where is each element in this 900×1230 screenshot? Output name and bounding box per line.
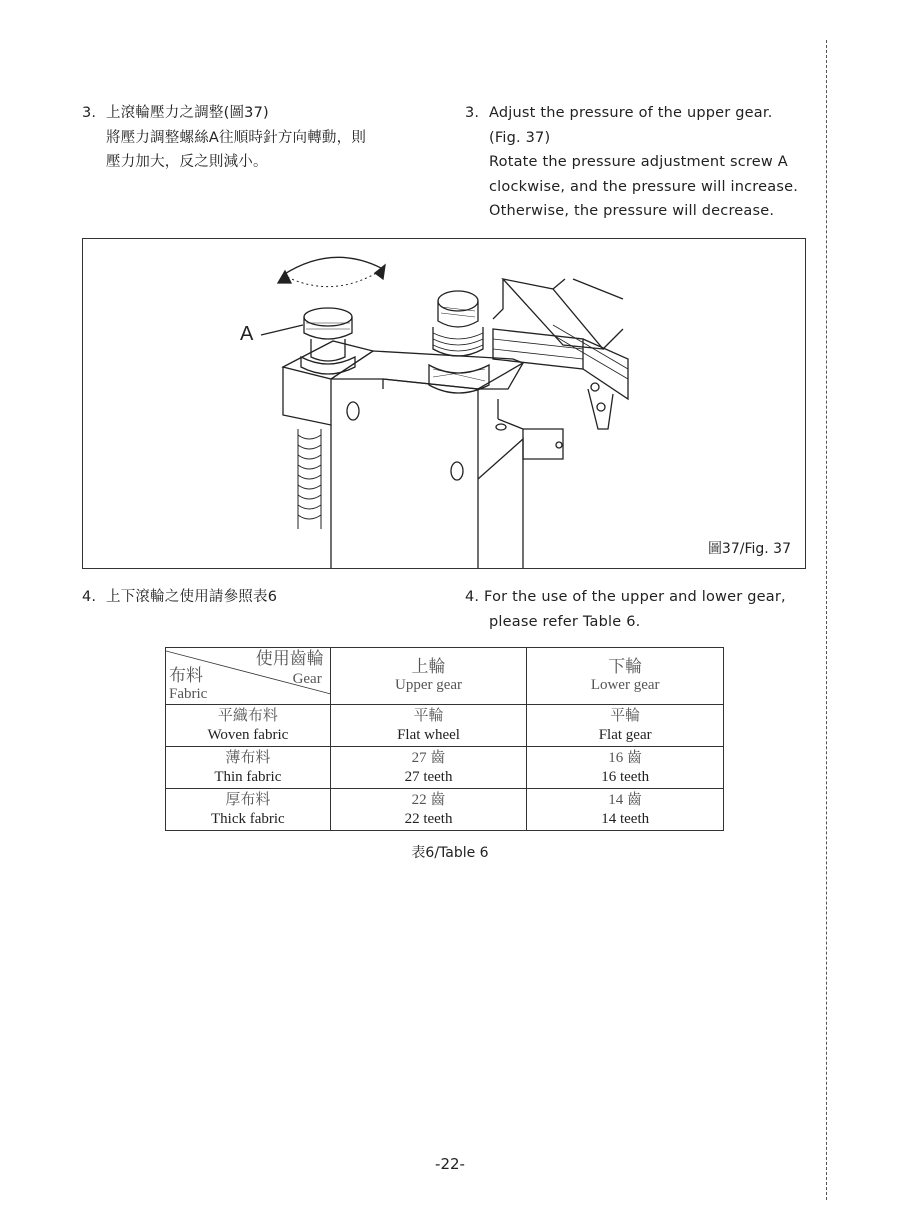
header-lower-cell bbox=[527, 648, 724, 705]
header-gear-en: Gear bbox=[292, 671, 322, 687]
figure-37 bbox=[82, 238, 806, 569]
section-3-en-line: clockwise, and the pressure will increase. bbox=[489, 178, 799, 195]
header-upper-en: Upper gear bbox=[395, 677, 463, 693]
section-3-en-line: Rotate the pressure adjustment screw A bbox=[489, 154, 788, 170]
section-3-zh-line: 將壓力調整螺絲A往順時針方向轉動，則 bbox=[106, 129, 367, 146]
section-3-en-title: Adjust the pressure of the upper gear. bbox=[489, 105, 773, 121]
upper-en: 22 teeth bbox=[404, 810, 453, 827]
page-number: -22- bbox=[435, 1155, 465, 1173]
header-fabric-zh: 布料 bbox=[169, 666, 203, 685]
fabric-en: Woven fabric bbox=[207, 726, 289, 743]
section-number: 3. bbox=[465, 105, 480, 121]
lower-en: Flat gear bbox=[598, 726, 652, 743]
upper-cell bbox=[330, 789, 527, 831]
lower-cell bbox=[527, 789, 724, 831]
section-3-zh-title: 上滾輪壓力之調整(圖37) bbox=[106, 105, 269, 121]
fabric-en: Thin fabric bbox=[214, 768, 282, 785]
upper-en: Flat wheel bbox=[397, 726, 460, 743]
lower-en: 16 teeth bbox=[601, 768, 650, 785]
upper-zh: 平輪 bbox=[413, 707, 444, 724]
binding-dashed-line bbox=[826, 40, 827, 1200]
section-4-en-line: 4. For the use of the upper and lower gear, bbox=[465, 589, 786, 605]
gear-table bbox=[165, 647, 724, 831]
fabric-zh: 厚布料 bbox=[225, 791, 271, 808]
figure-caption: 圖37/Fig. 37 bbox=[707, 541, 791, 557]
table-header-row bbox=[166, 648, 724, 705]
lower-zh: 平輪 bbox=[610, 707, 641, 724]
section-3-zh-line: 壓力加大，反之則減小。 bbox=[106, 154, 268, 170]
fabric-cell bbox=[166, 747, 331, 789]
section-4-en-line: please refer Table 6. bbox=[489, 613, 641, 630]
header-upper-zh: 上輪 bbox=[411, 657, 446, 676]
section-3-zh bbox=[82, 101, 442, 175]
upper-cell bbox=[330, 705, 527, 747]
header-gear-zh: 使用齒輪 bbox=[255, 649, 324, 668]
fabric-cell bbox=[166, 705, 331, 747]
lower-en: 14 teeth bbox=[601, 810, 650, 827]
upper-cell bbox=[330, 747, 527, 789]
label-a: A bbox=[240, 323, 254, 345]
lower-zh: 14 齒 bbox=[608, 791, 643, 808]
table-row bbox=[166, 747, 724, 789]
section-number: 4. bbox=[82, 589, 97, 605]
lower-cell bbox=[527, 705, 724, 747]
table-row bbox=[166, 705, 724, 747]
section-3-en bbox=[465, 101, 815, 224]
section-3-en-line: (Fig. 37) bbox=[489, 129, 551, 146]
lower-cell bbox=[527, 747, 724, 789]
fabric-zh: 平織布料 bbox=[217, 707, 278, 724]
section-3-en-line: Otherwise, the pressure will decrease. bbox=[489, 203, 775, 219]
upper-zh: 27 齒 bbox=[411, 749, 446, 766]
fabric-zh: 薄布料 bbox=[225, 749, 271, 766]
section-4-zh-text: 上下滾輪之使用請參照表6 bbox=[106, 589, 278, 605]
header-lower-zh: 下輪 bbox=[608, 657, 643, 676]
upper-zh: 22 齒 bbox=[411, 791, 446, 808]
header-fabric-en: Fabric bbox=[169, 686, 208, 702]
fabric-en: Thick fabric bbox=[211, 810, 285, 827]
header-upper-cell bbox=[330, 648, 527, 705]
diagonal-header-cell bbox=[166, 648, 331, 705]
table-row bbox=[166, 789, 724, 831]
section-number: 3. bbox=[82, 105, 97, 121]
header-lower-en: Lower gear bbox=[590, 677, 660, 693]
lower-zh: 16 齒 bbox=[608, 749, 643, 766]
fabric-cell bbox=[166, 789, 331, 831]
section-4-zh bbox=[82, 585, 442, 610]
gear-pressure-illustration bbox=[83, 239, 805, 568]
section-4-en bbox=[465, 585, 815, 634]
upper-en: 27 teeth bbox=[404, 768, 453, 785]
table-caption: 表6/Table 6 bbox=[411, 845, 489, 861]
